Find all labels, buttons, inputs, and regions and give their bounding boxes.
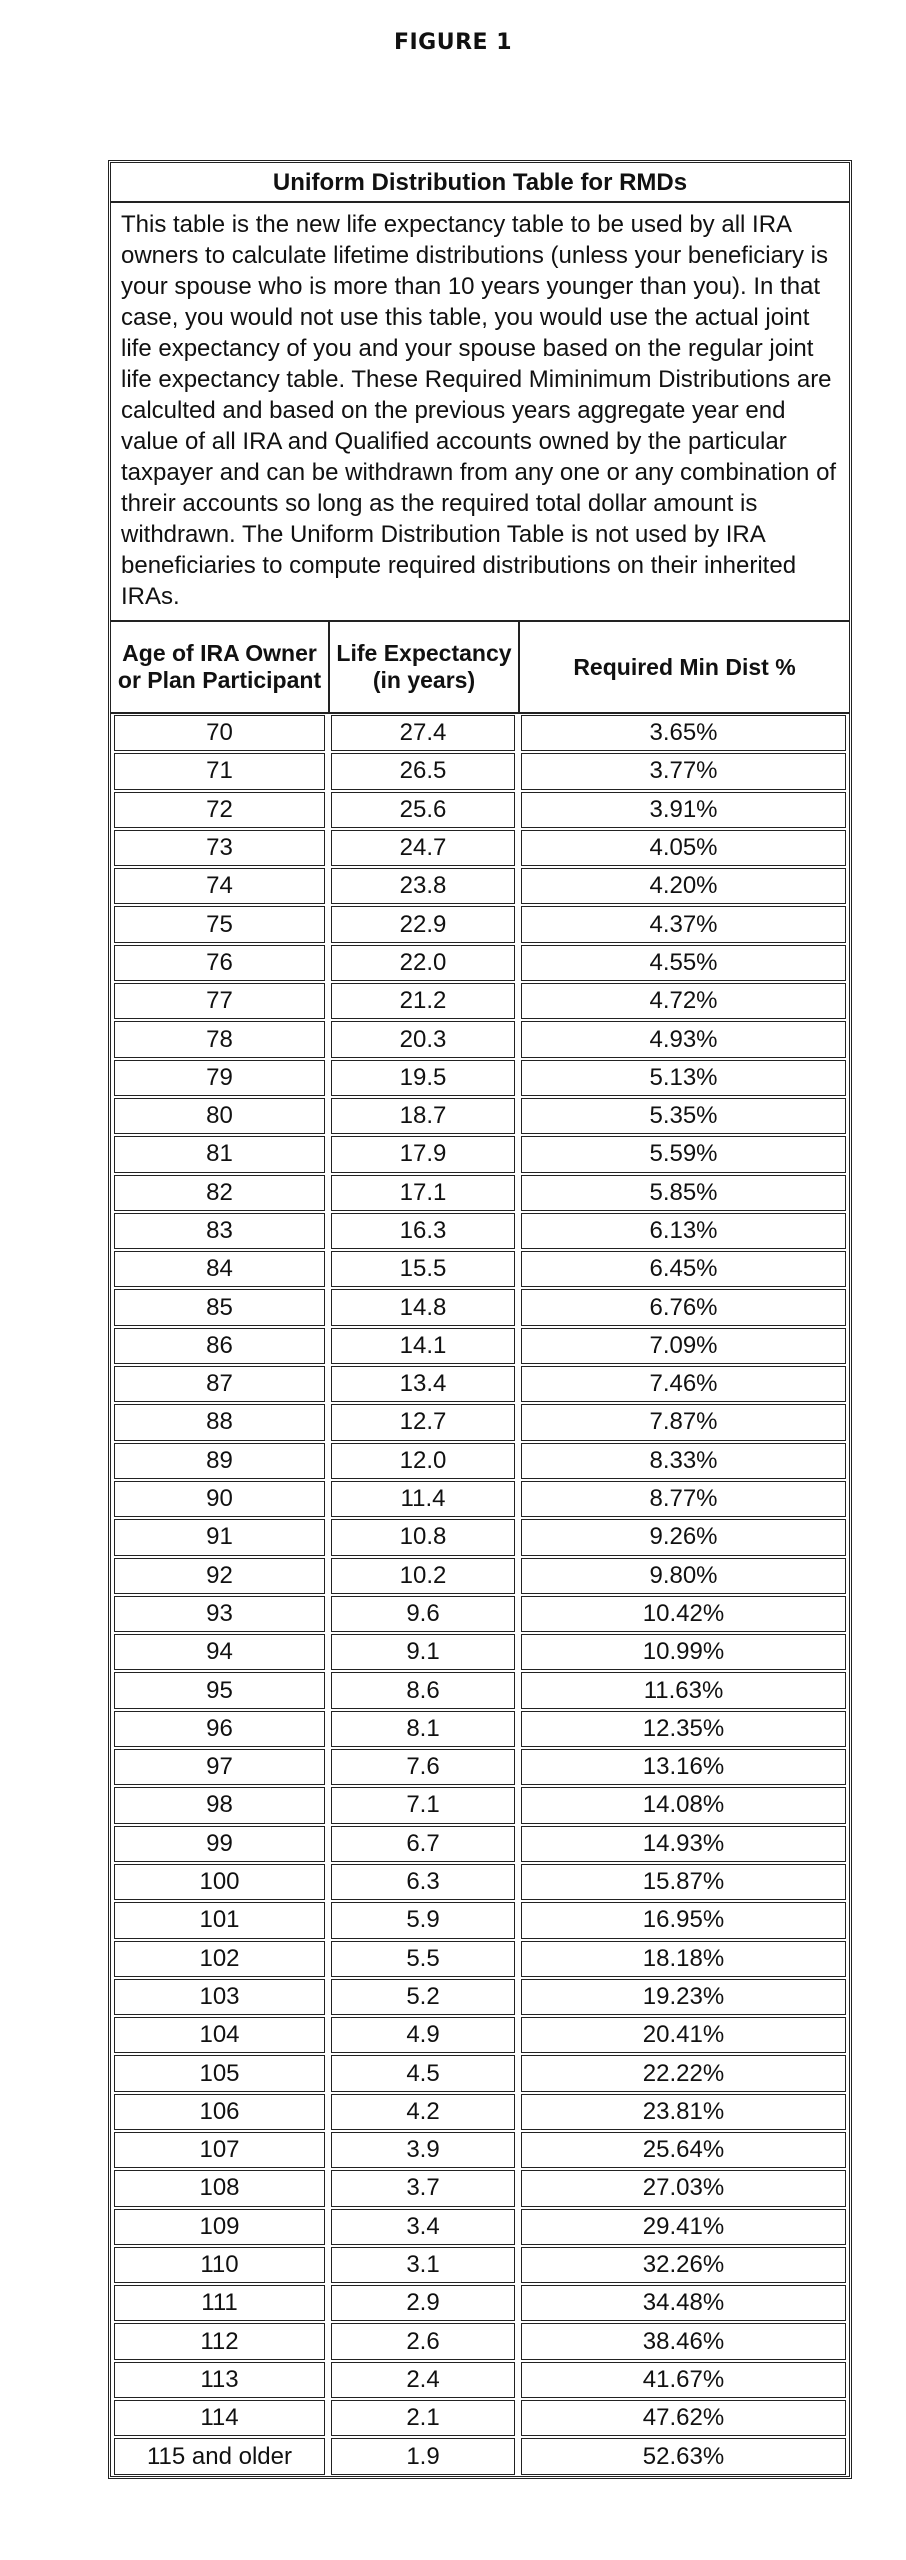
cell-life-expectancy: 15.5 — [331, 1251, 515, 1287]
header-life-expectancy: Life Expectancy (in years) — [328, 622, 518, 712]
cell-age: 78 — [114, 1021, 325, 1057]
table-body — [111, 714, 849, 2476]
cell-life-expectancy: 18.7 — [331, 1098, 515, 1134]
cell-age: 110 — [114, 2247, 325, 2283]
cell-life-expectancy: 2.6 — [331, 2323, 515, 2359]
cell-life-expectancy: 2.4 — [331, 2362, 515, 2398]
table-row — [111, 1250, 849, 1288]
table-row — [111, 2284, 849, 2322]
cell-required-min-dist: 23.81% — [521, 2094, 846, 2130]
cell-required-min-dist: 8.33% — [521, 1443, 846, 1479]
cell-required-min-dist: 13.16% — [521, 1749, 846, 1785]
cell-required-min-dist: 12.35% — [521, 1711, 846, 1747]
cell-age: 113 — [114, 2362, 325, 2398]
cell-age: 93 — [114, 1596, 325, 1632]
cell-life-expectancy: 9.6 — [331, 1596, 515, 1632]
cell-life-expectancy: 9.1 — [331, 1634, 515, 1670]
table-header-row — [111, 622, 849, 714]
cell-required-min-dist: 3.91% — [521, 792, 846, 828]
cell-age: 103 — [114, 1979, 325, 2015]
table-row — [111, 1212, 849, 1250]
cell-required-min-dist: 38.46% — [521, 2323, 846, 2359]
cell-age: 77 — [114, 983, 325, 1019]
cell-life-expectancy: 2.9 — [331, 2285, 515, 2321]
table-row — [111, 867, 849, 905]
cell-age: 81 — [114, 1136, 325, 1172]
cell-life-expectancy: 14.8 — [331, 1289, 515, 1325]
cell-required-min-dist: 15.87% — [521, 1864, 846, 1900]
cell-life-expectancy: 4.2 — [331, 2094, 515, 2130]
cell-age: 88 — [114, 1404, 325, 1440]
cell-required-min-dist: 4.93% — [521, 1021, 846, 1057]
cell-life-expectancy: 3.9 — [331, 2132, 515, 2168]
cell-age: 107 — [114, 2132, 325, 2168]
cell-life-expectancy: 17.1 — [331, 1175, 515, 1211]
cell-life-expectancy: 6.7 — [331, 1826, 515, 1862]
cell-age: 94 — [114, 1634, 325, 1670]
cell-age: 75 — [114, 906, 325, 942]
cell-required-min-dist: 10.42% — [521, 1596, 846, 1632]
cell-required-min-dist: 27.03% — [521, 2170, 846, 2206]
cell-age: 76 — [114, 945, 325, 981]
cell-age: 87 — [114, 1366, 325, 1402]
table-row — [111, 1633, 849, 1671]
table-row — [111, 1174, 849, 1212]
cell-required-min-dist: 3.77% — [521, 753, 846, 789]
cell-age: 79 — [114, 1060, 325, 1096]
table-row — [111, 2437, 849, 2475]
cell-age: 108 — [114, 2170, 325, 2206]
table-row — [111, 791, 849, 829]
table-row — [111, 1059, 849, 1097]
table-row — [111, 1288, 849, 1326]
table-row — [111, 905, 849, 943]
cell-age: 99 — [114, 1826, 325, 1862]
cell-required-min-dist: 22.22% — [521, 2055, 846, 2091]
table-row — [111, 1825, 849, 1863]
cell-required-min-dist: 5.85% — [521, 1175, 846, 1211]
header-age: Age of IRA Owner or Plan Participant — [117, 640, 322, 693]
cell-required-min-dist: 52.63% — [521, 2438, 846, 2474]
cell-required-min-dist: 6.76% — [521, 1289, 846, 1325]
table-row — [111, 714, 849, 752]
header-required-min-dist: Required Min Dist % — [518, 622, 849, 712]
cell-age: 91 — [114, 1519, 325, 1555]
cell-required-min-dist: 16.95% — [521, 1902, 846, 1938]
cell-required-min-dist: 6.13% — [521, 1213, 846, 1249]
cell-age: 100 — [114, 1864, 325, 1900]
cell-age: 109 — [114, 2209, 325, 2245]
cell-required-min-dist: 7.46% — [521, 1366, 846, 1402]
rmd-table — [108, 160, 852, 2479]
cell-life-expectancy: 27.4 — [331, 715, 515, 751]
cell-age: 102 — [114, 1941, 325, 1977]
cell-life-expectancy: 3.1 — [331, 2247, 515, 2283]
table-row — [111, 1786, 849, 1824]
cell-age: 80 — [114, 1098, 325, 1134]
cell-life-expectancy: 12.7 — [331, 1404, 515, 1440]
cell-life-expectancy: 11.4 — [331, 1481, 515, 1517]
cell-required-min-dist: 47.62% — [521, 2400, 846, 2436]
cell-age: 74 — [114, 868, 325, 904]
cell-required-min-dist: 8.77% — [521, 1481, 846, 1517]
cell-life-expectancy: 17.9 — [331, 1136, 515, 1172]
table-row — [111, 2246, 849, 2284]
cell-age: 105 — [114, 2055, 325, 2091]
table-row — [111, 2131, 849, 2169]
table-row — [111, 1480, 849, 1518]
cell-required-min-dist: 4.72% — [521, 983, 846, 1019]
cell-age: 86 — [114, 1328, 325, 1364]
cell-age: 92 — [114, 1558, 325, 1594]
cell-life-expectancy: 14.1 — [331, 1328, 515, 1364]
cell-life-expectancy: 19.5 — [331, 1060, 515, 1096]
cell-life-expectancy: 12.0 — [331, 1443, 515, 1479]
cell-age: 115 and older — [114, 2438, 325, 2474]
cell-required-min-dist: 5.35% — [521, 1098, 846, 1134]
cell-required-min-dist: 18.18% — [521, 1941, 846, 1977]
cell-age: 82 — [114, 1175, 325, 1211]
table-row — [111, 1978, 849, 2016]
cell-required-min-dist: 4.55% — [521, 945, 846, 981]
table-row — [111, 2322, 849, 2360]
cell-age: 84 — [114, 1251, 325, 1287]
cell-age: 73 — [114, 830, 325, 866]
table-row — [111, 1901, 849, 1939]
cell-age: 97 — [114, 1749, 325, 1785]
table-row — [111, 2399, 849, 2437]
cell-required-min-dist: 4.20% — [521, 868, 846, 904]
cell-life-expectancy: 4.5 — [331, 2055, 515, 2091]
table-row — [111, 2361, 849, 2399]
cell-age: 89 — [114, 1443, 325, 1479]
cell-age: 95 — [114, 1672, 325, 1708]
cell-life-expectancy: 5.5 — [331, 1941, 515, 1977]
cell-age: 90 — [114, 1481, 325, 1517]
cell-life-expectancy: 23.8 — [331, 868, 515, 904]
cell-age: 83 — [114, 1213, 325, 1249]
table-intro-paragraph: This table is the new life expectancy table to be used by all IRA owners to calculate lifetime distributions (unless your beneficiary is your spouse who is more than 10 years younger than you). In that case, you would not use this table, you would use the actual joint life expectancy of you and your spouse based on the regular joint life expectancy table. These Required Miminimum Distributions are calculted and based on the previous years aggregate year end value of all IRA and Qualified accounts owned by the particular taxpayer and can be withdrawn from any one or any combination of threir accounts so long as the required total dollar amount is withdrawn. The Uniform Distribution Table is not used by IRA beneficiaries to compute required distributions on their inherited IRAs. — [111, 203, 849, 622]
table-row — [111, 829, 849, 867]
cell-required-min-dist: 9.80% — [521, 1558, 846, 1594]
cell-age: 70 — [114, 715, 325, 751]
cell-required-min-dist: 7.87% — [521, 1404, 846, 1440]
cell-required-min-dist: 5.59% — [521, 1136, 846, 1172]
cell-age: 101 — [114, 1902, 325, 1938]
cell-age: 112 — [114, 2323, 325, 2359]
cell-age: 114 — [114, 2400, 325, 2436]
cell-life-expectancy: 2.1 — [331, 2400, 515, 2436]
table-row — [111, 1135, 849, 1173]
table-row — [111, 982, 849, 1020]
cell-required-min-dist: 41.67% — [521, 2362, 846, 2398]
cell-required-min-dist: 29.41% — [521, 2209, 846, 2245]
cell-required-min-dist: 20.41% — [521, 2017, 846, 2053]
table-row — [111, 1442, 849, 1480]
table-row — [111, 1940, 849, 1978]
cell-age: 72 — [114, 792, 325, 828]
cell-required-min-dist: 4.05% — [521, 830, 846, 866]
table-row — [111, 2016, 849, 2054]
cell-required-min-dist: 10.99% — [521, 1634, 846, 1670]
table-row — [111, 1863, 849, 1901]
figure-label: FIGURE 1 — [393, 30, 513, 55]
cell-life-expectancy: 20.3 — [331, 1021, 515, 1057]
cell-life-expectancy: 10.8 — [331, 1519, 515, 1555]
cell-life-expectancy: 6.3 — [331, 1864, 515, 1900]
table-row — [111, 1327, 849, 1365]
table-row — [111, 1365, 849, 1403]
table-row — [111, 1710, 849, 1748]
cell-age: 104 — [114, 2017, 325, 2053]
table-row — [111, 1403, 849, 1441]
cell-life-expectancy: 16.3 — [331, 1213, 515, 1249]
cell-life-expectancy: 5.9 — [331, 1902, 515, 1938]
table-title: Uniform Distribution Table for RMDs — [111, 163, 849, 203]
table-row — [111, 1671, 849, 1709]
table-row — [111, 1595, 849, 1633]
cell-life-expectancy: 21.2 — [331, 983, 515, 1019]
table-row — [111, 944, 849, 982]
cell-life-expectancy: 7.6 — [331, 1749, 515, 1785]
cell-life-expectancy: 5.2 — [331, 1979, 515, 2015]
cell-required-min-dist: 7.09% — [521, 1328, 846, 1364]
cell-life-expectancy: 22.0 — [331, 945, 515, 981]
table-row — [111, 1020, 849, 1058]
cell-life-expectancy: 24.7 — [331, 830, 515, 866]
cell-life-expectancy: 1.9 — [331, 2438, 515, 2474]
cell-life-expectancy: 22.9 — [331, 906, 515, 942]
table-row — [111, 2093, 849, 2131]
cell-required-min-dist: 9.26% — [521, 1519, 846, 1555]
cell-life-expectancy: 7.1 — [331, 1787, 515, 1823]
cell-age: 71 — [114, 753, 325, 789]
table-row — [111, 1748, 849, 1786]
cell-age: 85 — [114, 1289, 325, 1325]
cell-required-min-dist: 3.65% — [521, 715, 846, 751]
table-row — [111, 752, 849, 790]
cell-life-expectancy: 8.6 — [331, 1672, 515, 1708]
table-row — [111, 1097, 849, 1135]
cell-life-expectancy: 10.2 — [331, 1558, 515, 1594]
table-row — [111, 2169, 849, 2207]
cell-required-min-dist: 5.13% — [521, 1060, 846, 1096]
cell-age: 98 — [114, 1787, 325, 1823]
table-row — [111, 2208, 849, 2246]
cell-required-min-dist: 34.48% — [521, 2285, 846, 2321]
cell-required-min-dist: 25.64% — [521, 2132, 846, 2168]
cell-required-min-dist: 6.45% — [521, 1251, 846, 1287]
cell-required-min-dist: 4.37% — [521, 906, 846, 942]
cell-life-expectancy: 4.9 — [331, 2017, 515, 2053]
cell-required-min-dist: 14.93% — [521, 1826, 846, 1862]
cell-life-expectancy: 3.7 — [331, 2170, 515, 2206]
cell-required-min-dist: 14.08% — [521, 1787, 846, 1823]
cell-life-expectancy: 8.1 — [331, 1711, 515, 1747]
table-row — [111, 1518, 849, 1556]
cell-life-expectancy: 13.4 — [331, 1366, 515, 1402]
cell-age: 106 — [114, 2094, 325, 2130]
cell-required-min-dist: 11.63% — [521, 1672, 846, 1708]
table-row — [111, 1557, 849, 1595]
cell-age: 111 — [114, 2285, 325, 2321]
cell-required-min-dist: 32.26% — [521, 2247, 846, 2283]
cell-life-expectancy: 26.5 — [331, 753, 515, 789]
cell-life-expectancy: 25.6 — [331, 792, 515, 828]
table-row — [111, 2054, 849, 2092]
cell-life-expectancy: 3.4 — [331, 2209, 515, 2245]
cell-required-min-dist: 19.23% — [521, 1979, 846, 2015]
cell-age: 96 — [114, 1711, 325, 1747]
